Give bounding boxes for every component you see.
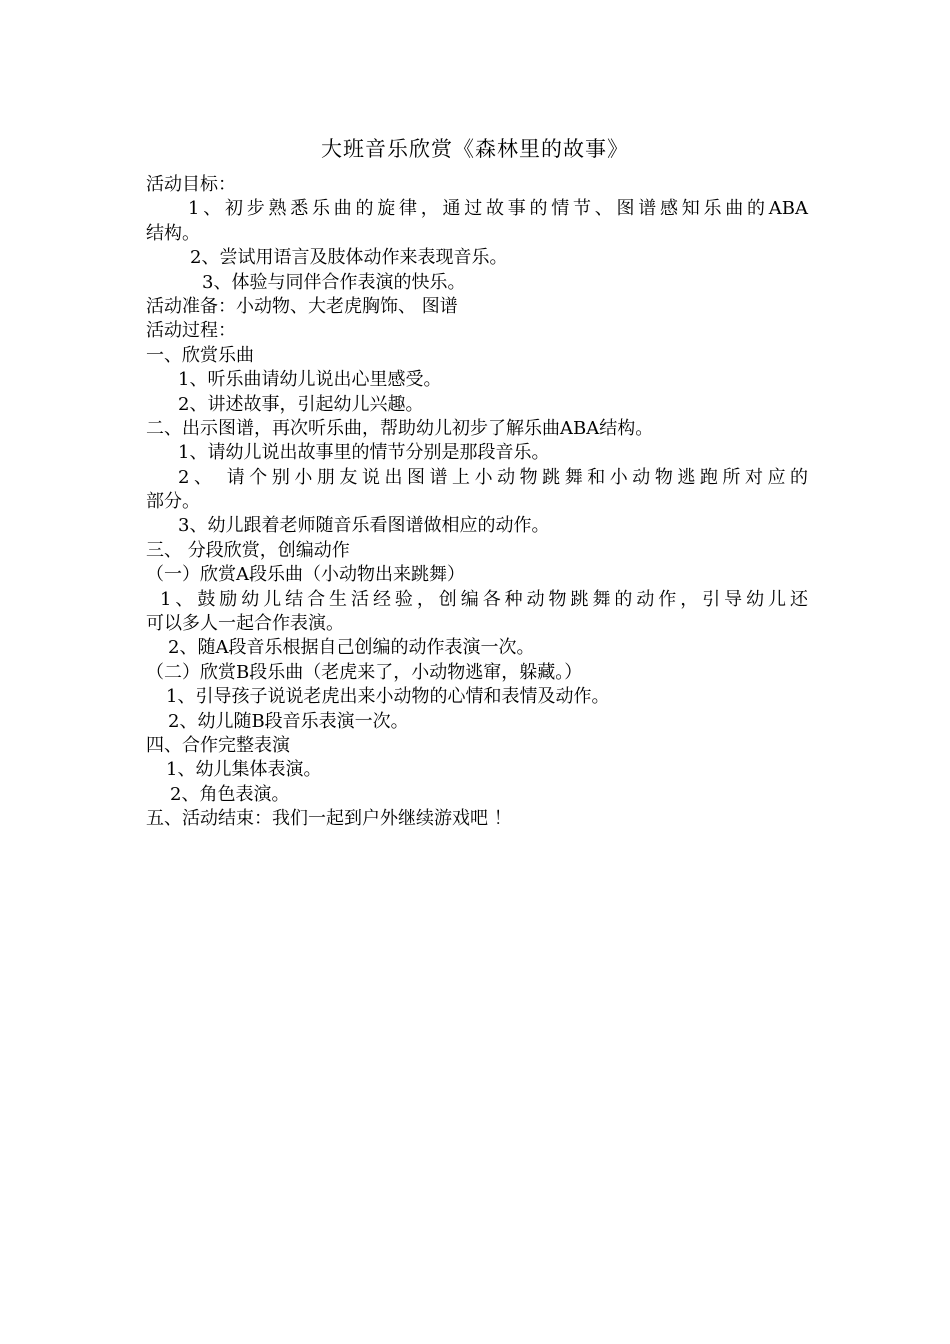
sub-a-item-1-continuation: 可以多人一起合作表演。 xyxy=(146,613,344,635)
document-body xyxy=(146,173,808,832)
step-1-item-2: 2、讲述故事，引起幼儿兴趣。 xyxy=(178,393,424,415)
sub-a-item-2: 2、随A段音乐根据自己创编的动作表演一次。 xyxy=(168,637,535,659)
goal-item-1-text: 1、初步熟悉乐曲的旋律，通过故事的情节、图谱感知乐曲的ABA xyxy=(188,198,808,220)
section-heading-process: 活动过程： xyxy=(146,320,236,342)
sub-b-item-2: 2、幼儿随B段音乐表演一次。 xyxy=(168,710,409,732)
step-4-item-2: 2、角色表演。 xyxy=(170,783,290,805)
goal-item-1-continuation: 结构。 xyxy=(146,222,200,244)
step-2-item-2 xyxy=(146,466,808,490)
section-heading-goals: 活动目标： xyxy=(146,174,236,195)
step-heading-3: 三、 分段欣赏，创编动作 xyxy=(146,539,350,561)
step-heading-2: 二、出示图谱，再次听乐曲，帮助幼儿初步了解乐曲ABA结构。 xyxy=(146,417,654,439)
sub-heading-b: （二）欣赏B段乐曲（老虎来了，小动物逃窜，躲藏。） xyxy=(146,661,583,683)
step-2-item-3: 3、幼儿跟着老师随音乐看图谱做相应的动作。 xyxy=(178,515,550,537)
step-2-item-1: 1、请幼儿说出故事里的情节分别是那段音乐。 xyxy=(178,442,550,464)
step-1-item-1: 1、听乐曲请幼儿说出心里感受。 xyxy=(178,369,442,391)
goal-item-2: 2、尝试用语言及肢体动作来表现音乐。 xyxy=(190,247,508,269)
goal-item-3: 3、体验与同伴合作表演的快乐。 xyxy=(202,271,466,293)
step-2-item-2-text: 2、 请个别小朋友说出图谱上小动物跳舞和小动物逃跑所对应的 xyxy=(178,466,808,488)
step-heading-4: 四、合作完整表演 xyxy=(146,734,290,756)
sub-a-item-1-text: 1、鼓励幼儿结合生活经验，创编各种动物跳舞的动作，引导幼儿还 xyxy=(160,588,808,610)
step-4-item-1: 1、幼儿集体表演。 xyxy=(166,759,322,781)
sub-b-item-1: 1、引导孩子说说老虎出来小动物的心情和表情及动作。 xyxy=(166,686,610,708)
document-title: 大班音乐欣赏《森林里的故事》 xyxy=(321,137,629,161)
sub-a-item-1 xyxy=(146,588,808,612)
step-2-item-2-continuation: 部分。 xyxy=(146,491,200,513)
goal-item-1 xyxy=(146,197,808,221)
preparation-line: 活动准备：小动物、大老虎胸饰、 图谱 xyxy=(146,295,458,317)
step-heading-1: 一、欣赏乐曲 xyxy=(146,344,254,366)
step-heading-5: 五、活动结束：我们一起到户外继续游戏吧 ！ xyxy=(146,808,512,830)
sub-heading-a: （一）欣赏A段乐曲（小动物出来跳舞） xyxy=(146,564,465,586)
